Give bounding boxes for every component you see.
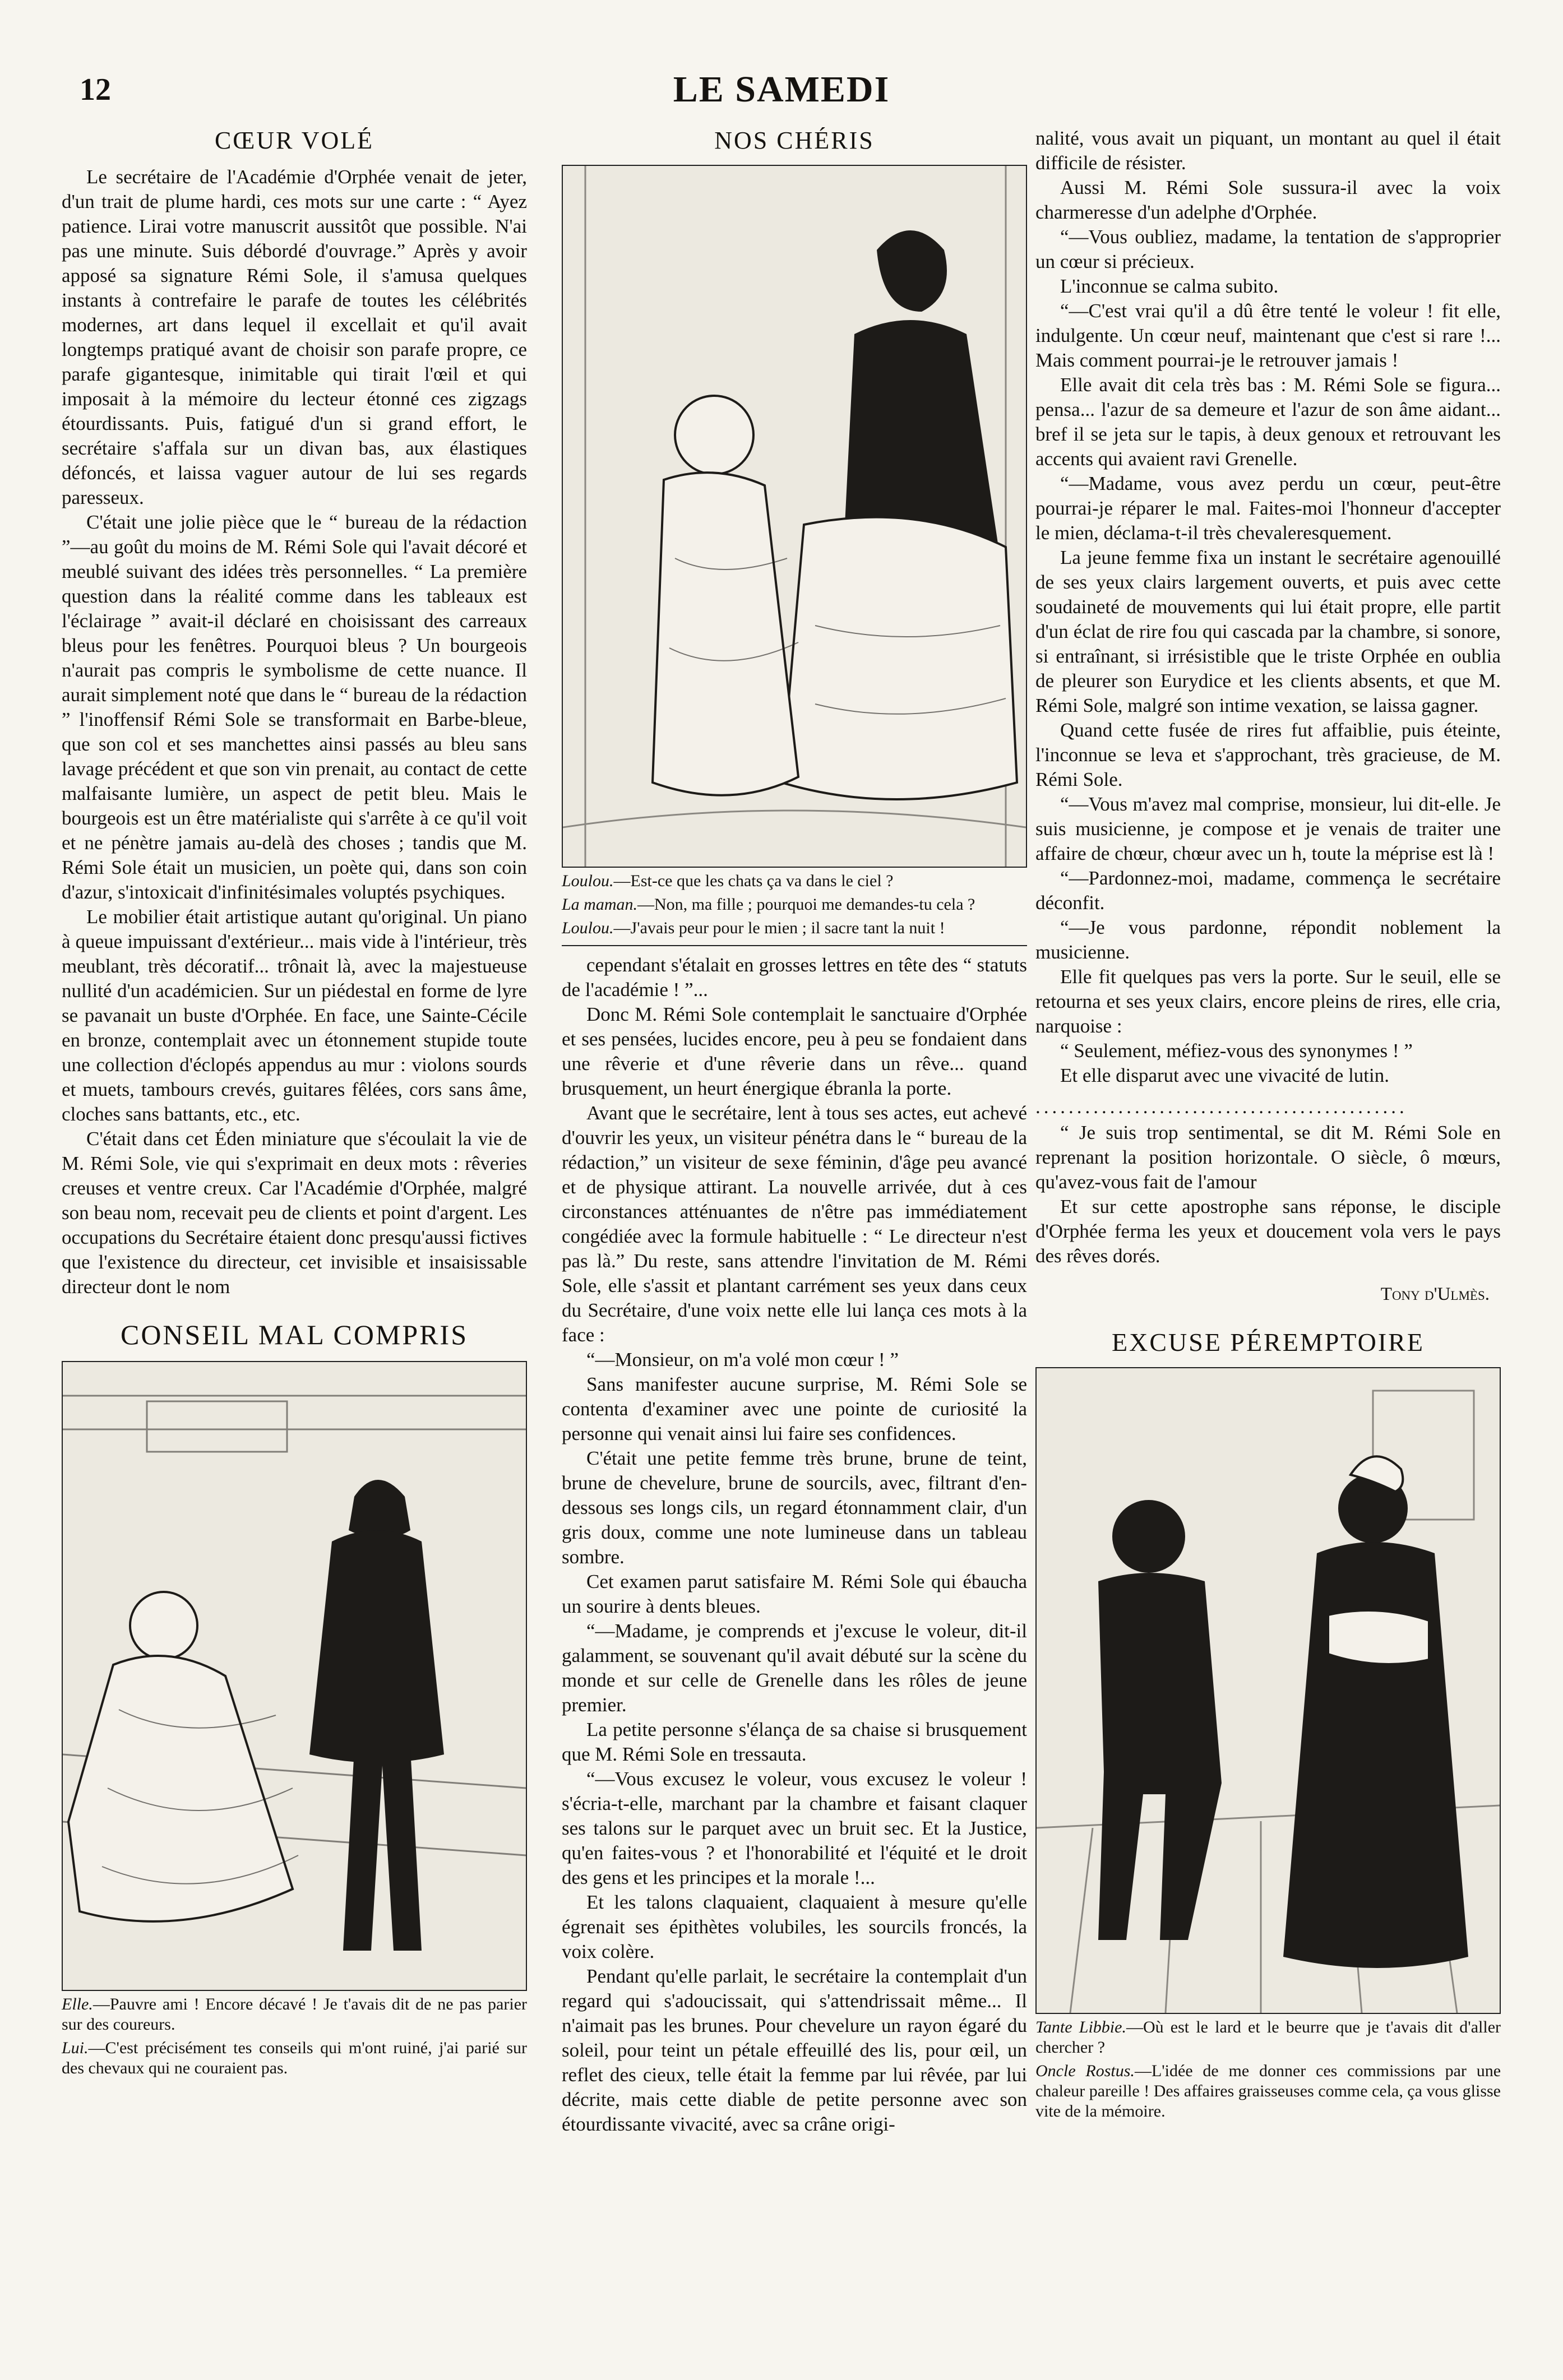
story-text-col3 bbox=[1035, 126, 1501, 1088]
paragraph: “—Madame, je comprends et j'excuse le voleur, dit-il galamment, se souvenant qu'il avait débuté sur la scène du monde et sur celle de Grenelle dans les rôles de jeune premier. bbox=[562, 1620, 1027, 1716]
couple-drawing bbox=[63, 1362, 526, 1990]
paragraph: Avant que le secrétaire, lent à tous ses actes, eut achevé d'ouvrir les yeux, un visiteur pénétra dans le “ bureau de la rédaction,” un visiteur de sexe féminin, d'âge peu avancé et de physique attirant. La nouvelle arrivée, dut à ces circonstances atténuantes de n'être pas immédiatement congédiée avec la formule habituelle : “ Le directeur n'est pas là.” Du reste, sans attendre l'invitation de M. Rémi Sole, elle s'assit et plantant carrément ses yeux dans ceux du Secrétaire, d'une voix nette elle lui lança ces mots à la face : bbox=[562, 1102, 1027, 1346]
caption-speaker: Loulou. bbox=[562, 919, 614, 937]
caption-line bbox=[62, 2038, 527, 2078]
illustration-excuse-peremptoire bbox=[1035, 1367, 1501, 2014]
divider bbox=[562, 945, 1027, 946]
caption-text: —Pauvre ami ! Encore décavé ! Je t'avais dit de ne pas parier sur des coureurs. bbox=[62, 1995, 527, 2034]
ellipsis-divider: ............................................. bbox=[1035, 1096, 1408, 1118]
caption-excuse bbox=[1035, 2017, 1501, 2122]
caption-line bbox=[562, 918, 1027, 938]
paragraph: “—Vous oubliez, madame, la tentation de s'approprier un cœur si précieux. bbox=[1035, 226, 1501, 272]
paragraph: “—Vous excusez le voleur, vous excusez le voleur ! s'écria-t-elle, marchant par la chambre et faisant claquer ses talons sur le parquet avec un bruit sec. Et la Justice, qu'en faites-vous ? et l'honorabilité et l'équité et le droit des gens et les principes et la morale !... bbox=[562, 1768, 1027, 1888]
paragraph: “—Vous m'avez mal comprise, monsieur, lui dit-elle. Je suis musicienne, je compose et je venais de traiter une affaire de chœur, chœur avec un h, toute la méprise est là ! bbox=[1035, 793, 1501, 864]
author-signature: Tony d'Ulmès. bbox=[1380, 1284, 1490, 1304]
column-right bbox=[1035, 126, 1501, 2122]
paragraph: “ Seulement, méfiez-vous des synonymes ! ” bbox=[1060, 1040, 1413, 1062]
paragraph: Sans manifester aucune surprise, M. Rémi Sole se contenta d'examiner avec une pointe de curiosité la personne qui venait ainsi lui faire ses confidences. bbox=[562, 1373, 1027, 1444]
paragraph: Cet examen parut satisfaire M. Rémi Sole qui ébaucha un sourire à dents bleues. bbox=[562, 1571, 1027, 1617]
cartoon-title-nos-cheris: NOS CHÉRIS bbox=[714, 127, 875, 154]
paragraph: Donc M. Rémi Sole contemplait le sanctuaire d'Orphée et ses pensées, lucides encore, peu à peu se fondaient dans une rêverie et d'une rêverie dans un rêve... quand brusquement, un heurt énergique ébranla la porte. bbox=[562, 1003, 1027, 1099]
paragraph: Aussi M. Rémi Sole sussura-il avec la voix charmeresse d'un adelphe d'Orphée. bbox=[1035, 177, 1501, 223]
column-middle bbox=[562, 126, 1027, 2137]
column-left bbox=[62, 126, 527, 2078]
caption-speaker: Elle. bbox=[62, 1995, 93, 2013]
story-title: CŒUR VOLÉ bbox=[214, 127, 374, 154]
paragraph: “—Je vous pardonne, répondit noblement la musicienne. bbox=[1035, 916, 1501, 963]
story-text-col1 bbox=[62, 165, 527, 1299]
paragraph: Le secrétaire de l'Académie d'Orphée venait de jeter, d'un trait de plume hardi, ces mots sur une carte : “ Ayez patience. Lirai votre manuscrit aussitôt que possible. N'ai pas une minute. Suis débordé d'ouvrage.” Après y avoir apposé sa signature Rémi Sole, il s'amusa quelques instants à contrefaire le parafe de toutes les célébrités modernes, art dans lequel il excellait et qu'il avait longtemps pratiqué avant de choisir son parafe propre, ce parafe gigantesque, inimitable qui tirait l'œil et qui imposait à la mémoire du lecteur étonné ces zigzags étourdissants. Puis, fatigué d'un si grand effort, le secrétaire s'affala sur un divan bas, aux élastiques défoncés, et laissa vaguer autour de lui ses regards paresseux. bbox=[62, 166, 527, 508]
paragraph: C'était une petite femme très brune, brune de teint, brune de chevelure, brune de sourcils, avec, filtrant d'en-dessous ses longs cils, un regard étonnamment clair, d'un gris doux, comme une note lumineuse dans un tableau sombre. bbox=[562, 1447, 1027, 1568]
paragraph: Et elle disparut avec une vivacité de lutin. bbox=[1060, 1064, 1390, 1086]
paragraph: Et sur cette apostrophe sans réponse, le disciple d'Orphée ferma les yeux et doucement vola vers le pays des rêves dorés. bbox=[1035, 1196, 1501, 1267]
cartoon-title-excuse: EXCUSE PÉREMPTOIRE bbox=[1112, 1328, 1425, 1356]
paragraph: Elle avait dit cela très bas : M. Rémi Sole se figura... pensa... l'azur de sa demeure et l'azur de son âme aidant... bref il se jeta sur le tapis, à deux genoux et retrouvant les accents qui avaient ravi Grenelle. bbox=[1035, 374, 1501, 470]
caption-line bbox=[562, 895, 1027, 915]
story-text-col2 bbox=[562, 953, 1027, 2137]
caption-text: —Où est le lard et le beurre que je t'avais dit d'aller chercher ? bbox=[1035, 2018, 1501, 2057]
caption-line bbox=[62, 1994, 527, 2035]
caption-line bbox=[1035, 2061, 1501, 2122]
paragraph: “—C'est vrai qu'il a dû être tenté le voleur ! fit elle, indulgente. Un cœur neuf, maintenant que c'est si rare !... Mais comment pourrai-je le retrouver jamais ! bbox=[1035, 300, 1501, 371]
caption-text: —C'est précisément tes conseils qui m'ont ruiné, j'ai parié sur des chevaux qui ne couraient pas. bbox=[62, 2039, 527, 2077]
paragraph: cependant s'étalait en grosses lettres en tête des “ statuts de l'académie ! ”... bbox=[562, 954, 1027, 1001]
kitchen-scene-drawing bbox=[1037, 1368, 1500, 2013]
paragraph: “ Je suis trop sentimental, se dit M. Rémi Sole en reprenant la position horizontale. O siècle, ô mœurs, qu'avez-vous fait de l'amour bbox=[1035, 1122, 1501, 1193]
mother-child-drawing bbox=[563, 166, 1026, 867]
caption-speaker: Oncle Rostus. bbox=[1035, 2062, 1135, 2080]
caption-conseil bbox=[62, 1994, 527, 2078]
paragraph: Le mobilier était artistique autant qu'original. Un piano à queue impuissant d'extérieur... mais vide à l'intérieur, très meublant, très décoratif... trônait là, avec la majestueuse nullité d'un académicien. Sur un piédestal en forme de lyre se pavanait un buste d'Orphée. En face, une Sainte-Cécile en bronze, contemplait avec un étonnement stupide toute une collection d'éclopés appendus au mur : violons sourds et muets, tambours crevés, guitares fêlées, cors sans âme, cloches sans battants, etc., etc. bbox=[62, 906, 527, 1125]
paragraph: La petite personne s'élança de sa chaise si brusquement que M. Rémi Sole en tressauta. bbox=[562, 1719, 1027, 1765]
paragraph: “—Madame, vous avez perdu un cœur, peut-être pourrai-je réparer le mal. Faites-moi l'honneur d'accepter le mien, déclama-t-il très chevaleresquement. bbox=[1035, 473, 1501, 544]
paragraph: Elle fit quelques pas vers la porte. Sur le seuil, elle se retourna et ses yeux clairs, encore pleins de rires, elle cria, narquoise : bbox=[1035, 966, 1501, 1037]
caption-line bbox=[562, 871, 1027, 891]
cartoon-title-conseil: CONSEIL MAL COMPRIS bbox=[120, 1319, 469, 1350]
paragraph: C'était une jolie pièce que le “ bureau de la rédaction ”—au goût du moins de M. Rémi Sole qui l'avait décoré et meublé suivant des idées très personnelles. “ La première question dans la réalité comme dans les tableaux est l'éclairage ” avait-il déclaré en choisissant des carreaux bleus pour les fenêtres. Pourquoi bleus ? Un bourgeois n'aurait pas compris le symbolisme de cette nuance. Il aurait simplement noté que dans le “ bureau de la rédaction ” l'inoffensif Rémi Sole se transformait en Barbe-bleue, que son col et ses manchettes ainsi passés au bleu sans lavage précédent et que son vin prenait, au contact de cette malfaisante lumière, un aspect de petit bleu. Mais le bourgeois est un être matérialiste qui s'arrête à ce qu'il voit et ne pénètre jamais au-delà des choses ; tandis que M. Rémi Sole était un musicien, un poète qui, dans son coin d'azur, s'intoxicait d'infinitésimales voluptés psychiques. bbox=[62, 511, 527, 903]
caption-speaker: Loulou. bbox=[562, 872, 614, 890]
caption-speaker: La maman. bbox=[562, 895, 638, 914]
paragraph: “—Monsieur, on m'a volé mon cœur ! ” bbox=[586, 1349, 899, 1370]
caption-text: —Non, ma fille ; pourquoi me demandes-tu cela ? bbox=[637, 895, 975, 914]
paragraph: Pendant qu'elle parlait, le secrétaire la contemplait d'un regard qui s'adoucissait, qui s'attendrissait même... Il n'aimait pas les brunes. Pour chevelure un rayon égaré du soleil, pour teint un pétale effeuillé des lis, pour œil, un reflet des cieux, telle était la femme par lui rêvée, par lui décrite, mais cette diable de petite personne avec son étourdissante vivacité, avec sa crâne origi- bbox=[562, 1965, 1027, 2135]
paragraph: Et les talons claquaient, claquaient à mesure qu'elle égrenait ses épithètes volubiles, les sourcils froncés, la voix colère. bbox=[562, 1891, 1027, 1962]
caption-text: —Est-ce que les chats ça va dans le ciel ? bbox=[613, 872, 894, 890]
paragraph: Quand cette fusée de rires fut affaiblie, puis éteinte, l'inconnue se leva et s'approchant, très gracieuse, de M. Rémi Sole. bbox=[1035, 719, 1501, 790]
caption-text: —L'idée de me donner ces commissions par une chaleur pareille ! Des affaires graisseuses comme cela, ça vous glisse vite de la mémoire. bbox=[1035, 2062, 1501, 2120]
caption-nos-cheris bbox=[562, 871, 1027, 938]
illustration-nos-cheris bbox=[562, 165, 1027, 868]
caption-speaker: Lui. bbox=[62, 2039, 89, 2057]
caption-text: —J'avais peur pour le mien ; il sacre tant la nuit ! bbox=[613, 919, 945, 937]
paragraph: nalité, vous avait un piquant, un montant au quel il était difficile de résister. bbox=[1035, 127, 1501, 174]
illustration-conseil-mal-compris bbox=[62, 1361, 527, 1991]
caption-line bbox=[1035, 2017, 1501, 2058]
paragraph: C'était dans cet Éden miniature que s'écoulait la vie de M. Rémi Sole, vie qui s'exprimait en deux mots : rêveries creuses et ventre creux. Car l'Académie d'Orphée, malgré son beau nom, recevait peu de clients et point d'argent. Les occupations du Secrétaire étaient donc presqu'aussi fictives que l'existence du directeur, cet invisible et insaisissable directeur dont le nom bbox=[62, 1128, 527, 1298]
caption-speaker: Tante Libbie. bbox=[1035, 2018, 1126, 2036]
paragraph: “—Pardonnez-moi, madame, commença le secrétaire déconfit. bbox=[1035, 867, 1501, 914]
page-number: 12 bbox=[80, 72, 111, 107]
paragraph: La jeune femme fixa un instant le secrétaire agenouillé de ses yeux clairs largement ouverts, et puis avec cette soudaineté de mouvements qui lui était propre, elle partit d'un éclat de rire fou qui cascada par la chambre, si sonore, si entraînant, si irrésistible que le triste Orphée en oublia de pleurer son Eurydice et les clients absents, et que M. Rémi Sole, malgré son intime vexation, se laissa gagner. bbox=[1035, 547, 1501, 716]
story-text-col3-end bbox=[1035, 1120, 1501, 1268]
masthead: LE SAMEDI bbox=[673, 69, 890, 110]
paragraph: L'inconnue se calma subito. bbox=[1060, 275, 1279, 297]
